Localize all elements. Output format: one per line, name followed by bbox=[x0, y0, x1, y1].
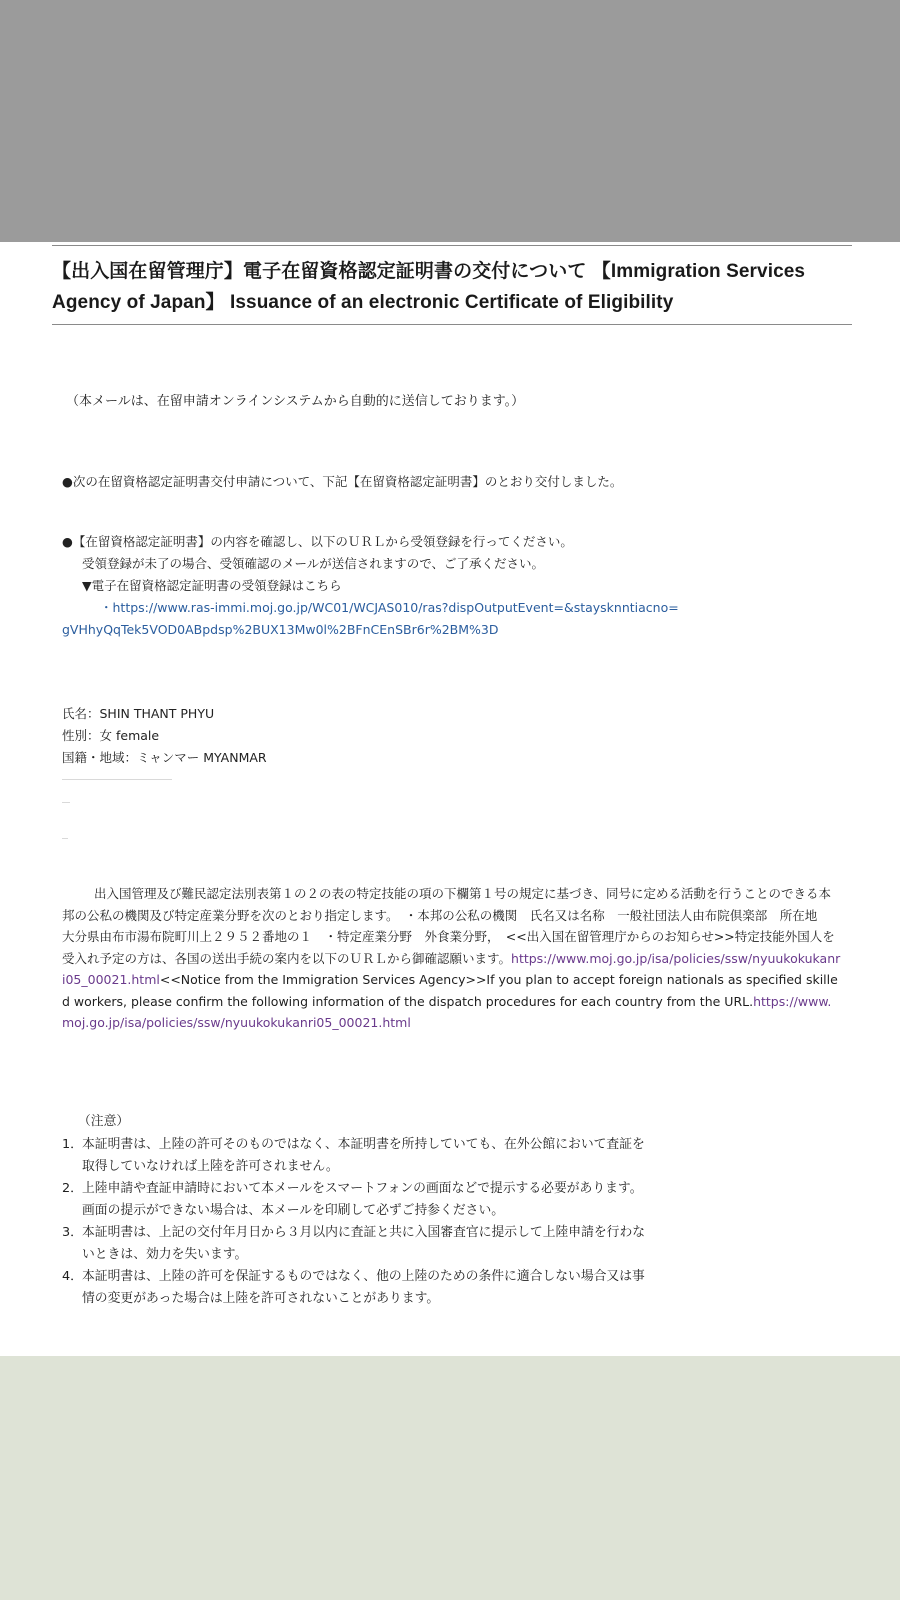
note-number: 3． bbox=[62, 1225, 83, 1240]
top-gray-band bbox=[0, 0, 900, 242]
note-text: 本証明書は、上陸の許可を保証するものではなく、他の上陸のための条件に適合しない場合又は事 bbox=[82, 1269, 645, 1284]
note-number: 1． bbox=[62, 1137, 83, 1152]
top-divider bbox=[52, 245, 852, 246]
receipt-heading: ▼電子在留資格認定証明書の受領登録はこちら bbox=[82, 578, 342, 593]
applicant-name: 氏名：SHIN THANT PHYU bbox=[62, 706, 215, 721]
note-text: 本証明書は、上陸の許可そのものではなく、本証明書を所持していても、在外公館において査証を bbox=[82, 1137, 645, 1152]
designation-text: 出入国管理及び難民認定法別表第１の２の表の特定技能の項の下欄第１号の規定に基づき、同号に定める活動を行うことのできる本邦の公私の機関及び特定産業分野を次のとおり指定します。 ・本邦の公私の機関 氏名又は名称 一般社団法人由布院倶楽部 所在地 大分県由布市湯布院町川上２９５２番地の１ ・特定産業分野 外食業分野， <<出入国在留管理庁からのお知らせ>>特定技能外国人を受入れ予定の方は、各国の送出手続の案内を以下のＵＲＬから御確認願います。 bbox=[62, 886, 835, 966]
note-text-cont: 取得していなければ上陸を許可されません。 bbox=[82, 1159, 339, 1174]
note-text-cont: いときは、効力を失います。 bbox=[82, 1247, 248, 1262]
designation-url-link[interactable]: https://www.moj.go.jp/isa/policies/ssw/nyuukokukanri05_00021.html bbox=[62, 950, 841, 987]
redacted-mark bbox=[62, 838, 68, 839]
email-document bbox=[0, 242, 900, 1356]
notes-heading: （注意） bbox=[78, 1114, 130, 1129]
receipt-reminder: 受領登録が未了の場合、受領確認のメールが送信されますので、ご了承ください。 bbox=[82, 556, 545, 571]
note-number: 4． bbox=[62, 1269, 83, 1284]
note-item-1 bbox=[62, 1134, 762, 1178]
email-subject-title: 【出入国在留管理庁】電子在留資格認定証明書の交付について 【Immigration Services Agency of Japan】 Issuance of an electronic Certificate of Eligibility bbox=[52, 261, 806, 313]
applicant-gender: 性別：女 female bbox=[62, 728, 160, 743]
receipt-registration-link-cont[interactable]: gVHhyQqTek5VOD0ABpdsp%2BUX13Mw0l%2BFnCEnSBr6r%2BM%3D bbox=[62, 622, 499, 637]
note-number: 2． bbox=[62, 1181, 83, 1196]
confirm-instruction: ●【在留資格認定証明書】の内容を確認し、以下のＵＲＬから受領登録を行ってください。 bbox=[62, 534, 573, 549]
note-item-2 bbox=[62, 1178, 762, 1222]
redacted-mark bbox=[62, 802, 70, 803]
designation-paragraph bbox=[62, 883, 842, 1034]
notice-english-text: <<Notice from the Immigration Services Agency>>If you plan to accept foreign nationals as specified skilled workers, please confirm the following information of the dispatch procedures for each country from the URL. bbox=[62, 972, 838, 1009]
issued-statement: ●次の在留資格認定証明書交付申請について、下記【在留資格認定証明書】のとおり交付しました。 bbox=[62, 474, 623, 489]
auto-send-notice: （本メールは、在留申請オンラインシステムから自動的に送信しております。） bbox=[66, 394, 525, 409]
note-item-4 bbox=[62, 1266, 762, 1310]
bottom-sage-band bbox=[0, 1356, 900, 1600]
note-text: 上陸申請や査証申請時において本メールをスマートフォンの画面などで提示する必要があります。 bbox=[82, 1181, 643, 1196]
applicant-nationality: 国籍・地域：ミャンマー MYANMAR bbox=[62, 750, 267, 765]
notice-url-link[interactable]: https://www.moj.go.jp/isa/policies/ssw/nyuukokukanri05_00021.html bbox=[62, 993, 832, 1030]
note-text: 本証明書は、上記の交付年月日から３月以内に査証と共に入国審査官に提示して上陸申請を行わな bbox=[82, 1225, 646, 1240]
note-text-cont: 画面の提示ができない場合は、本メールを印刷して必ずご持参ください。 bbox=[82, 1203, 505, 1218]
note-item-3 bbox=[62, 1222, 762, 1266]
receipt-registration-link[interactable]: ・https://www.ras-immi.moj.go.jp/WC01/WCJAS010/ras?dispOutputEvent=&staysknntiacno= bbox=[100, 600, 679, 615]
redacted-line bbox=[62, 779, 172, 780]
title-divider bbox=[52, 324, 852, 325]
note-text-cont: 情の変更があった場合は上陸を許可されないことがあります。 bbox=[82, 1291, 440, 1306]
